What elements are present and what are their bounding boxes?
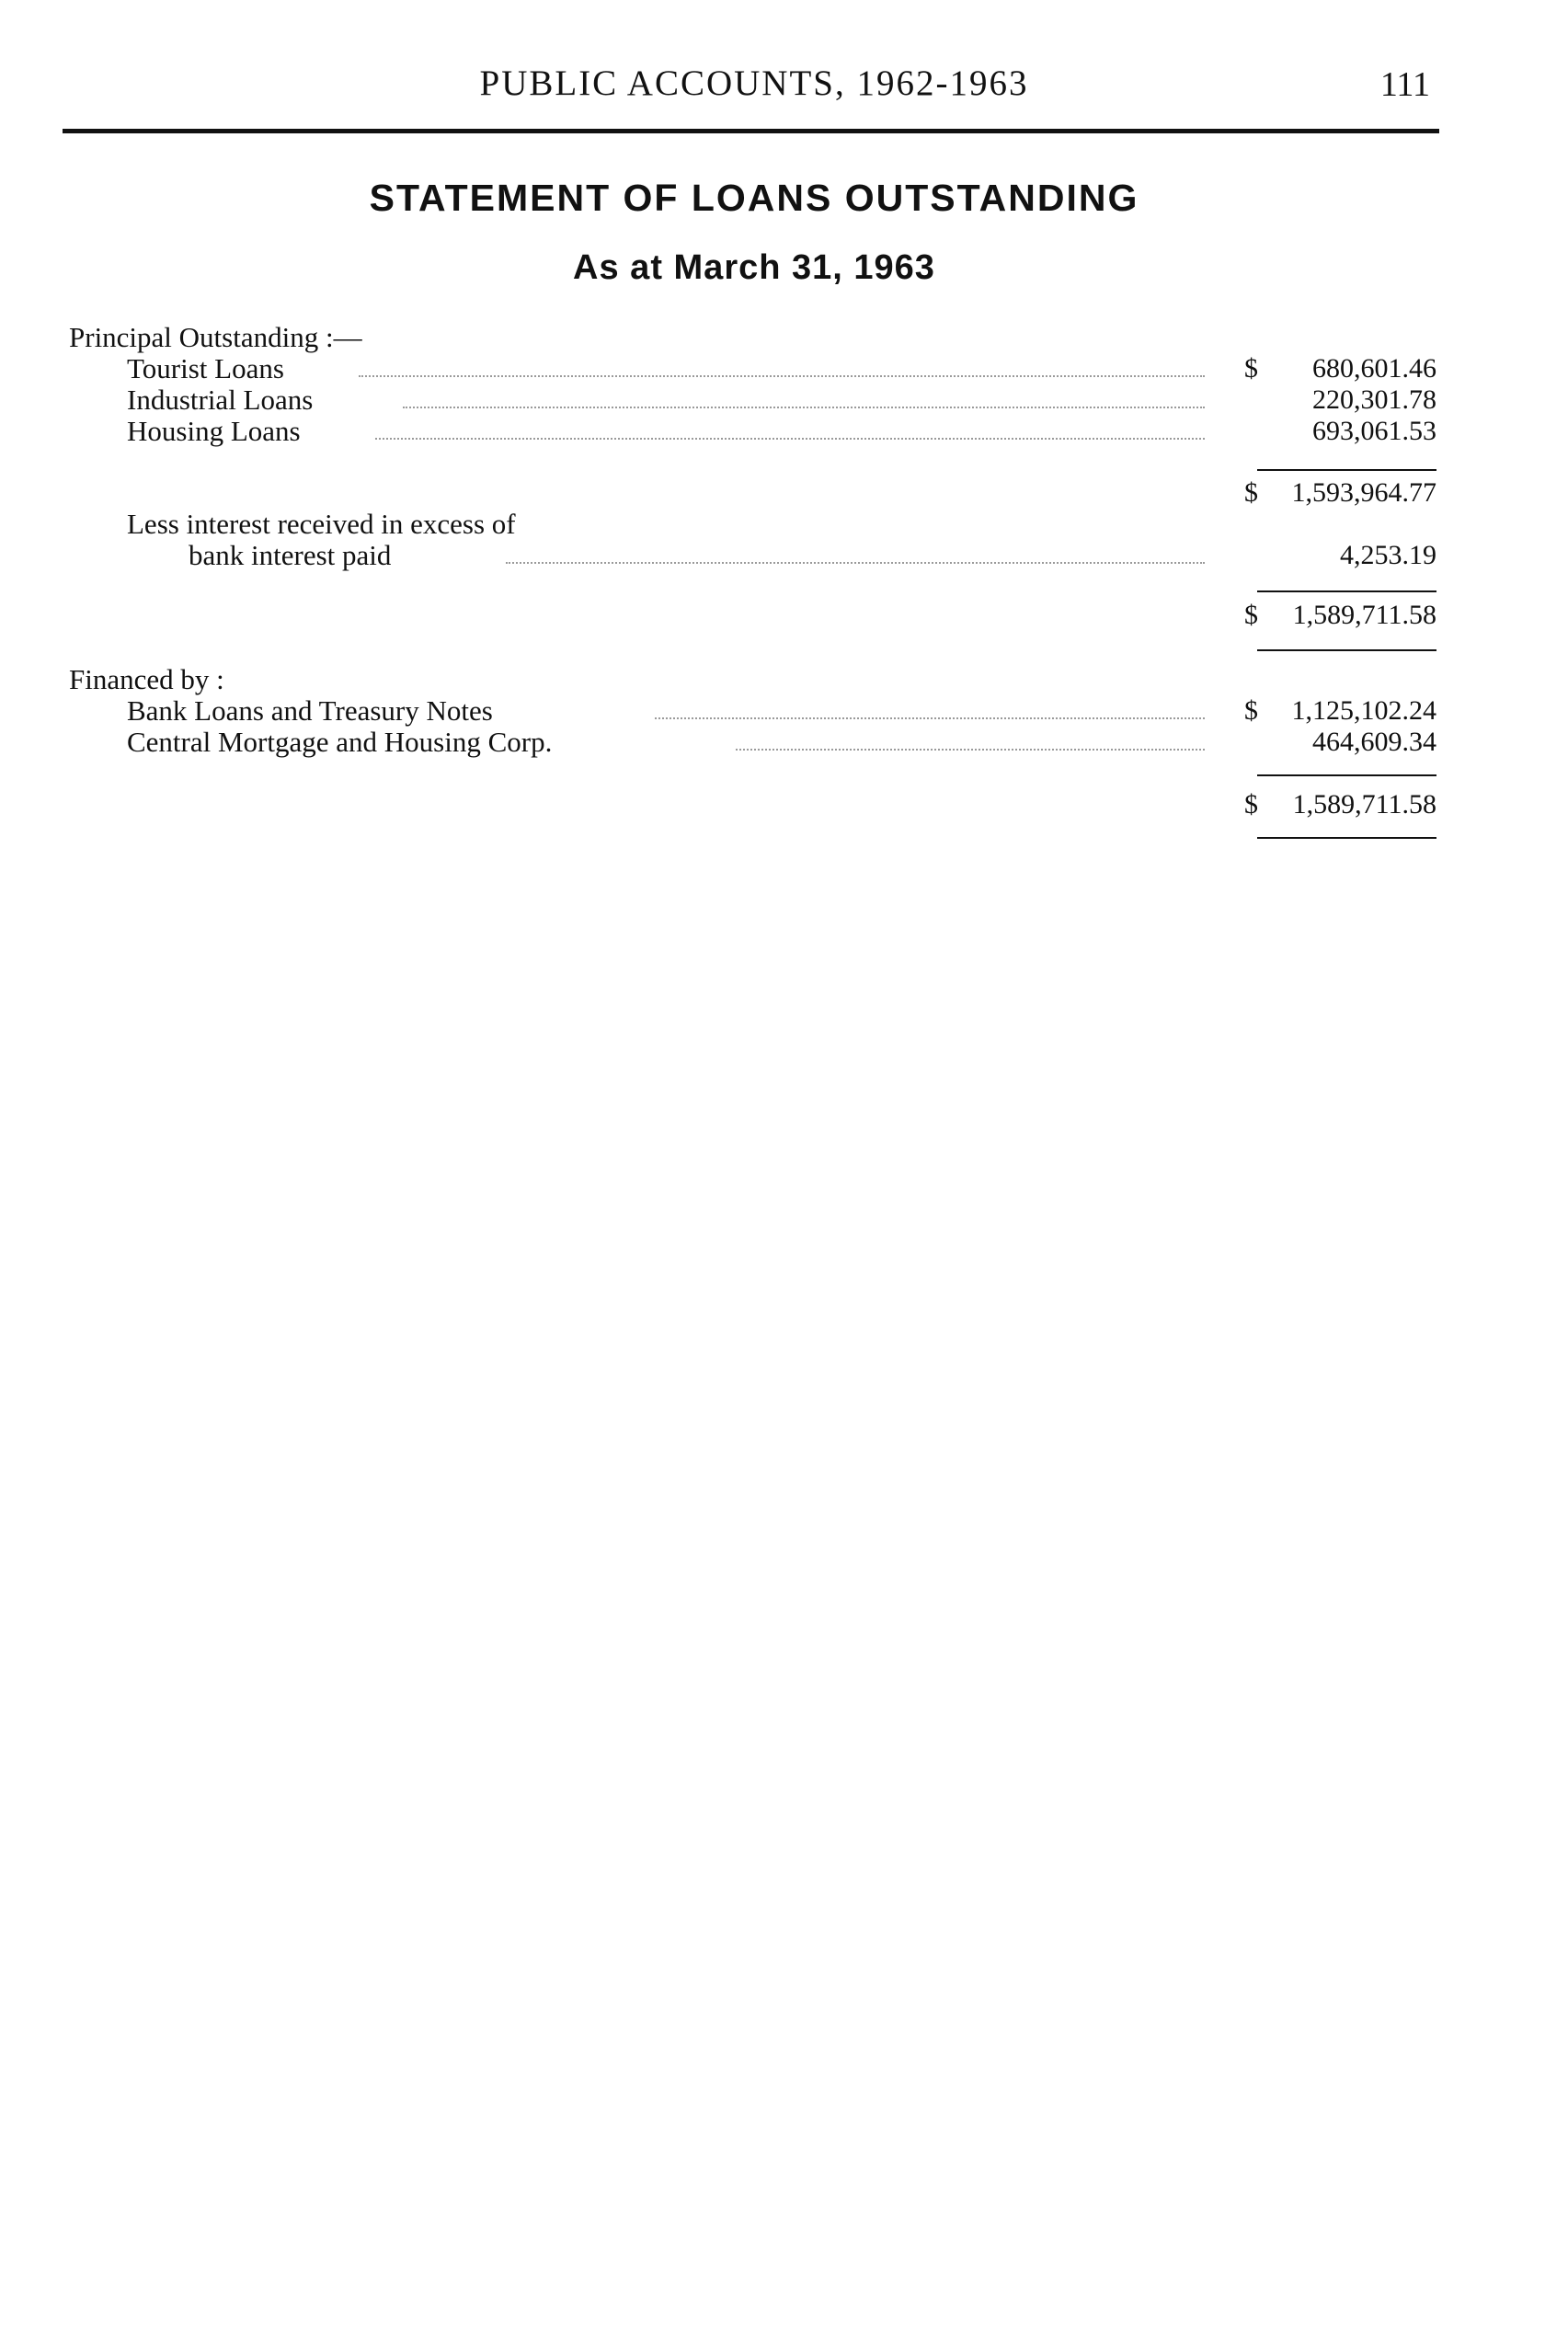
- bank-loans-label: Bank Loans and Treasury Notes: [127, 694, 493, 727]
- less-interest-label: Less interest received in excess of: [127, 508, 516, 540]
- subtotal-currency: $: [1244, 477, 1258, 508]
- subtotal-rule: [1257, 469, 1436, 471]
- statement-title: STATEMENT OF LOANS OUTSTANDING: [369, 177, 1139, 219]
- net-total-rule: [1257, 590, 1436, 592]
- financed-total-rule: [1257, 774, 1436, 776]
- running-title: PUBLIC ACCOUNTS, 1962-1963: [479, 63, 1029, 103]
- less-interest-label-continued: bank interest paid: [189, 539, 392, 571]
- leader-dots: [359, 375, 1205, 377]
- statement-subtitle: As at March 31, 1963: [573, 248, 935, 287]
- bank-loans-currency: $: [1244, 695, 1258, 726]
- financed-total-amount: 1,589,711.58: [1292, 789, 1436, 820]
- industrial-loans-label: Industrial Loans: [127, 384, 314, 416]
- leader-dots: [506, 562, 1205, 564]
- less-interest-amount: 4,253.19: [1340, 540, 1436, 570]
- housing-loans-label: Housing Loans: [127, 415, 301, 447]
- industrial-loans-amount: 220,301.78: [1312, 384, 1436, 415]
- leader-dots: [736, 749, 1205, 751]
- subtotal-amount: 1,593,964.77: [1291, 477, 1436, 508]
- tourist-loans-amount: 680,601.46: [1312, 353, 1436, 384]
- net-total-currency: $: [1244, 600, 1258, 630]
- tourist-loans-currency: $: [1244, 353, 1258, 384]
- leader-dots: [375, 438, 1205, 440]
- bank-loans-amount: 1,125,102.24: [1291, 695, 1436, 726]
- cmhc-label: Central Mortgage and Housing Corp.: [127, 726, 553, 758]
- financed-by-heading: Financed by :: [69, 663, 224, 695]
- tourist-loans-label: Tourist Loans: [127, 352, 284, 384]
- header-rule: [63, 129, 1439, 133]
- leader-dots: [403, 407, 1205, 408]
- leader-dots: [655, 717, 1205, 719]
- net-total-double-rule: [1257, 649, 1436, 651]
- page-number: 111: [1379, 65, 1430, 104]
- net-total-amount: 1,589,711.58: [1292, 600, 1436, 630]
- financed-total-double-rule: [1257, 837, 1436, 839]
- financed-total-currency: $: [1244, 789, 1258, 820]
- housing-loans-amount: 693,061.53: [1312, 416, 1436, 446]
- principal-heading: Principal Outstanding :—: [69, 321, 362, 353]
- cmhc-amount: 464,609.34: [1312, 727, 1436, 757]
